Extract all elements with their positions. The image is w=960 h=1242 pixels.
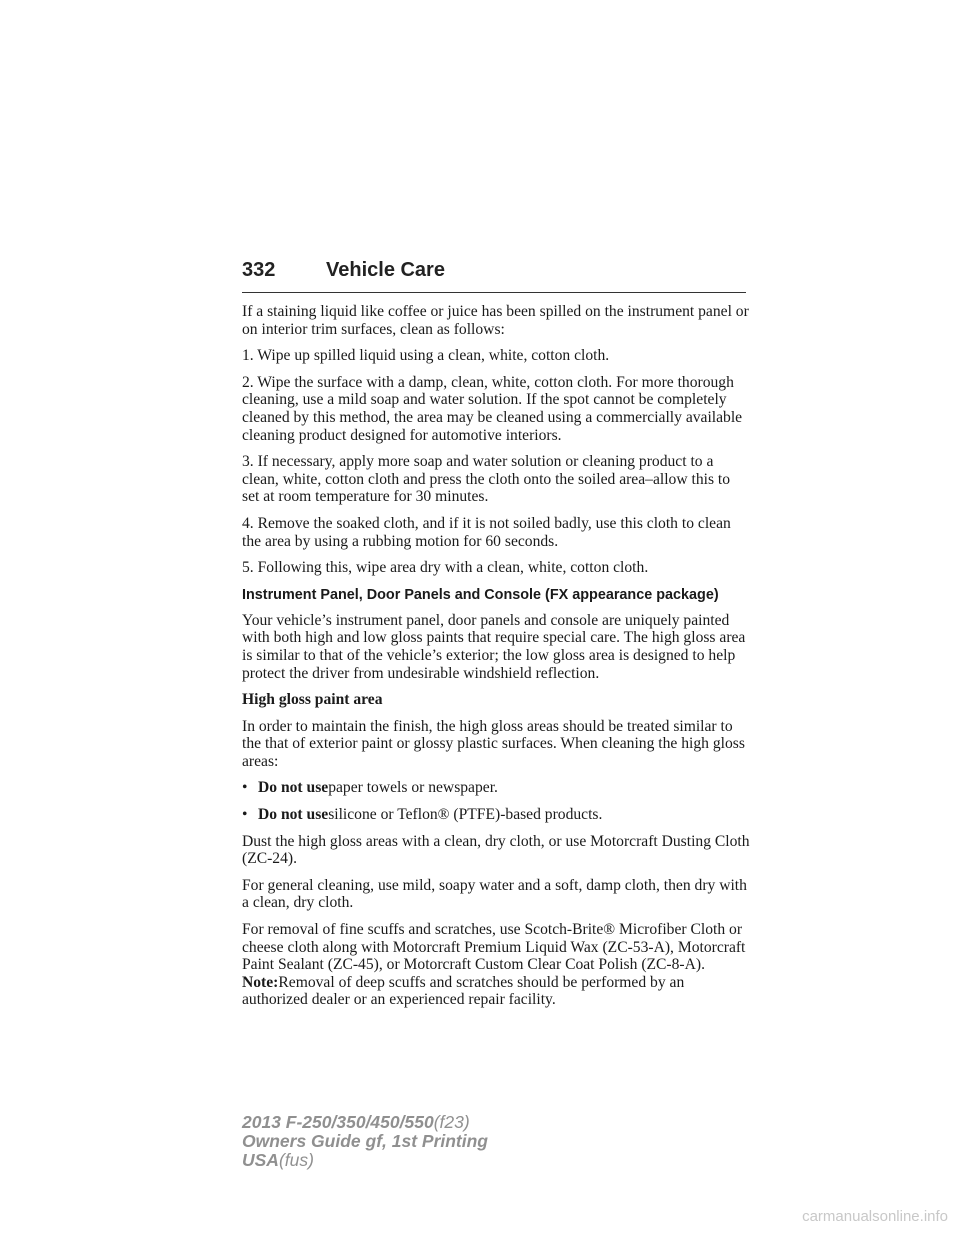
print-footer bbox=[242, 1113, 488, 1170]
footer-line-1 bbox=[242, 1113, 488, 1132]
scuffs-paragraph bbox=[242, 921, 750, 1009]
section-title: Vehicle Care bbox=[326, 259, 445, 281]
note-label: Note: bbox=[242, 973, 279, 991]
bullet-item bbox=[242, 779, 750, 797]
footer-line-2: Owners Guide gf, 1st Printing bbox=[242, 1131, 488, 1151]
footer-model-code: (f23) bbox=[433, 1112, 470, 1132]
footer-market-code: (fus) bbox=[278, 1150, 314, 1170]
fx-subheading: Instrument Panel, Door Panels and Console (FX appearance package) bbox=[242, 586, 719, 603]
bullet-icon: • bbox=[242, 806, 248, 824]
step-2: 2. Wipe the surface with a damp, clean, white, cotton cloth. For more thorough cleaning, use a mild soap and water solution. If the spot cannot be completely cleaned by this method, the area may be cleaned using a commercially available cleaning product designed for automotive interiors. bbox=[242, 373, 743, 444]
high-gloss-intro: In order to maintain the finish, the high gloss areas should be treated similar to the that of exterior paint or glossy plastic surfaces. When cleaning the high gloss areas: bbox=[242, 717, 745, 770]
intro-paragraph: If a staining liquid like coffee or juice has been spilled on the instrument panel or on interior trim surfaces, clean as follows: bbox=[242, 303, 749, 338]
page-content bbox=[242, 303, 750, 1018]
bullet-text bbox=[258, 779, 498, 797]
bullet-icon: • bbox=[242, 779, 248, 797]
bullet-body: paper towels or newspaper. bbox=[328, 779, 498, 797]
watermark: carmanualsonline.info bbox=[802, 1208, 948, 1225]
footer-model: 2013 F-250/350/450/550 bbox=[242, 1112, 434, 1132]
bullet-body: silicone or Teflon® (PTFE)-based products. bbox=[328, 806, 603, 824]
page-number: 332 bbox=[242, 259, 276, 281]
scuffs-text: For removal of fine scuffs and scratches, use Scotch-Brite® Microfiber Cloth or cheese cloth along with Motorcraft Premium Liquid Wax (ZC-53-A), Motorcraft Paint Sealant (ZC-45), or Motorcraft Custom Clear Coat Polish (ZC-8-A). bbox=[242, 921, 746, 974]
step-1: 1. Wipe up spilled liquid using a clean, white, cotton cloth. bbox=[242, 347, 610, 365]
step-5: 5. Following this, wipe area dry with a clean, white, cotton cloth. bbox=[242, 559, 649, 577]
note-text: Removal of deep scuffs and scratches should be performed by an authorized dealer or an experienced repair facility. bbox=[242, 973, 685, 1009]
high-gloss-heading: High gloss paint area bbox=[242, 691, 383, 709]
footer-market: USA bbox=[242, 1150, 279, 1170]
bullet-item bbox=[242, 806, 750, 824]
general-cleaning-paragraph: For general cleaning, use mild, soapy water and a soft, damp cloth, then dry with a clean, dry cloth. bbox=[242, 876, 747, 912]
dust-paragraph: Dust the high gloss areas with a clean, dry cloth, or use Motorcraft Dusting Cloth (ZC-24). bbox=[242, 832, 750, 868]
bullet-bold: Do not use bbox=[258, 779, 329, 797]
step-3: 3. If necessary, apply more soap and water solution or cleaning product to a clean, white, cotton cloth and press the cloth onto the soiled area–allow this to set at room temperature for 30 minutes. bbox=[242, 453, 731, 506]
step-4: 4. Remove the soaked cloth, and if it is not soiled badly, use this cloth to clean the area by using a rubbing motion for 60 seconds. bbox=[242, 514, 731, 550]
footer-line-3 bbox=[242, 1151, 488, 1170]
page-header bbox=[242, 256, 746, 293]
bullet-text bbox=[258, 806, 602, 824]
bullet-bold: Do not use bbox=[258, 806, 329, 824]
fx-paragraph: Your vehicle’s instrument panel, door panels and console are uniquely painted with both high and low gloss paints that require special care. The high gloss area is similar to that of the vehicle’s exterior; the low gloss area is designed to help protect the driver from undesirable windshield reflection. bbox=[242, 611, 746, 682]
